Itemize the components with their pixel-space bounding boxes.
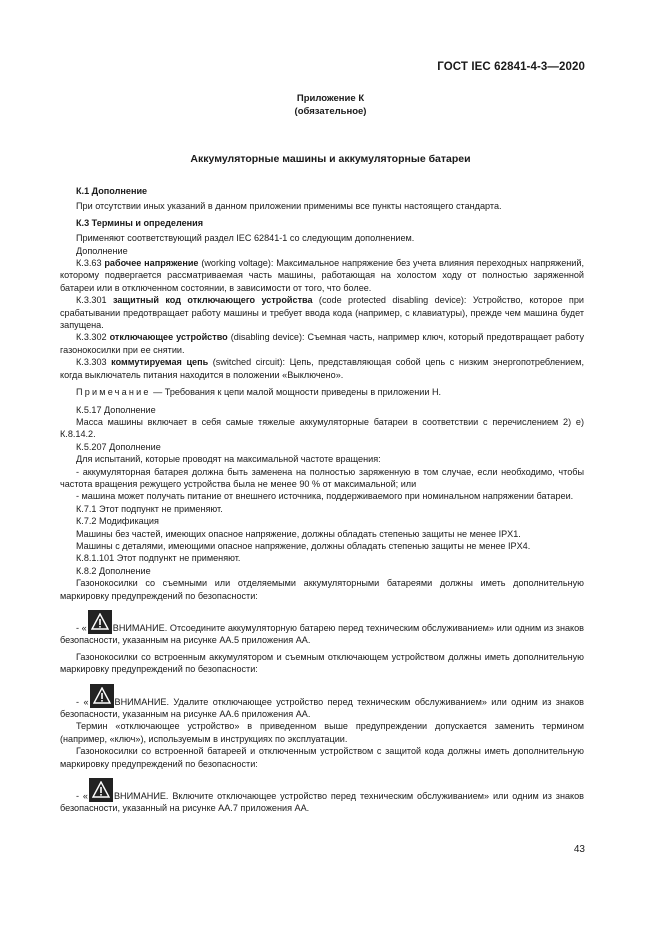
appendix-status: (обязательное) <box>294 106 367 117</box>
clause-k82-para3: Термин «отключающее устройство» в приведенном выше предупреждении допускается заменить термином (например, «ключ»), используемым в инструкциях по эксплуатации. <box>60 721 584 744</box>
section-title: Аккумуляторные машины и аккумуляторные батареи <box>190 153 471 165</box>
warning-text: ВНИМАНИЕ. Удалите отключающее устройство перед техническим обслуживанием» или одним из знаков безопасности, указанным на рисунке АА.6 приложения АА. <box>60 696 584 720</box>
definition-term: отключающее устройство <box>109 332 228 343</box>
definition-number: К.3.63 <box>76 258 105 269</box>
clause-k1-heading: К.1 Дополнение <box>76 186 148 196</box>
warning-triangle-icon <box>90 684 114 708</box>
warning-text: ВНИМАНИЕ. Отсоедините аккумуляторную батарею перед техническим обслуживанием» или одним из знаков безопасности, указанным на рисунке АА.5 приложения АА. <box>60 623 584 646</box>
warning-3 <box>60 778 584 815</box>
definition-text: (code protected disabling device): Устройство, которое при срабатывании предотвращает работу машины и требует ввода кода (например, с клавиатуры), прежде чем машина будет запущена. <box>60 295 584 331</box>
appendix-title <box>0 92 661 118</box>
list-item: - аккумуляторная батарея должна быть заменена на полностью заряженную в том случае, если необходимо, чтобы частота вращения режущего устройства была не менее 90 % от максимальной; или <box>60 466 584 489</box>
definition-k3302 <box>60 331 584 356</box>
warning-1 <box>60 610 584 647</box>
document-body <box>60 182 584 815</box>
note-text: — Требования к цепи малой мощности приведены в приложении Н. <box>150 387 442 398</box>
list-item: - машина может получать питание от внешнего источника, поддерживаемого при номинальном напряжении батареи. <box>76 491 574 502</box>
clause-k82-para1: Газонокосилки со съемными или отделяемыми аккумуляторными батареями должны иметь дополнительную маркировку предупреждений по безопасности: <box>60 578 584 601</box>
clause-k517-heading: К.5.17 Дополнение <box>76 404 156 415</box>
appendix-label: Приложение К <box>296 93 365 104</box>
warning-2 <box>60 684 584 721</box>
standard-code: ГОСТ IEC 62841-4-3—2020 <box>437 61 585 73</box>
warning-triangle-icon <box>88 610 112 634</box>
warning-triangle-icon <box>89 778 113 802</box>
clause-k82-para4: Газонокосилки со встроенной батареей и отключенным устройством с защитой кода должны иметь дополнительную маркировку предупреждений по безопасности: <box>60 746 584 769</box>
warning-prefix: - « <box>76 791 88 802</box>
clause-k517-text: Масса машины включает в себя самые тяжелые аккумуляторные батареи в соответствии с перечислением 2) е) К.8.14.2. <box>60 416 584 440</box>
definition-k363 <box>60 257 584 294</box>
clause-k72-line1: Машины без частей, имеющих опасное напряжение, должны обладать степенью защиты не менее IPX1. <box>76 528 521 539</box>
clause-k5207-heading: К.5.207 Дополнение <box>76 441 161 452</box>
clause-k3-addition: Дополнение <box>76 245 128 256</box>
page-number: 43 <box>573 844 585 855</box>
clause-k81101: К.8.1.101 Этот подпункт не применяют. <box>76 553 241 564</box>
definition-text: (switched circuit): Цепь, представляющая собой цепь с низким энергопотреблением, когда выключатель питания находится в положении «Выключено». <box>60 357 585 380</box>
definition-number: К.3.303 <box>76 357 112 368</box>
note-label: Примечание <box>76 387 151 398</box>
definition-term: коммутируемая цепь <box>111 357 209 368</box>
warning-text: ВНИМАНИЕ. Включите отключающее устройство перед техническим обслуживанием» или одним из знаков безопасности, указанный на рисунке АА.7 приложения АА. <box>60 791 584 814</box>
warning-prefix: - « <box>76 696 89 707</box>
warning-prefix: - « <box>76 623 87 633</box>
clause-k82-heading: К.8.2 Дополнение <box>76 565 151 576</box>
definition-term: рабочее напряжение <box>104 258 199 269</box>
clause-k71: К.7.1 Этот подпункт не применяют. <box>76 503 223 514</box>
clause-k1-text: При отсутствии иных указаний в данном приложении применимы все пункты настоящего стандарта. <box>76 201 502 212</box>
definition-k3301 <box>60 294 584 331</box>
clause-k72-line2: Машины с деталями, имеющими опасное напряжение, должны обладать степенью защиты не менее IPX4. <box>76 540 531 551</box>
note <box>60 386 584 398</box>
clause-k5207-intro: Для испытаний, которые проводят на максимальной частоте вращения: <box>76 454 381 465</box>
definition-number: К.3.302 <box>76 332 110 343</box>
clause-k3-heading: К.3 Термины и определения <box>76 217 204 228</box>
definition-text: (working voltage): Максимальное напряжение без учета влияния переходных напряжений, которому подвергается рассматриваемая часть машины, работающая на холостом ходу от полностью заряженной батареи или в отключенном состоянии, в зависимости от того, что более. <box>60 258 584 293</box>
clause-k82-para2: Газонокосилки со встроенным аккумулятором и съемным отключающем устройством должны иметь дополнительную маркировку предупреждений по безопасности: <box>60 651 584 675</box>
definition-term: защитный код отключающего устройства <box>112 295 313 306</box>
clause-k3-intro: Применяют соответствующий раздел IEC 62841-1 со следующим дополнением. <box>76 233 415 244</box>
clause-k72-heading: К.7.2 Модификация <box>76 516 159 527</box>
definition-k3303 <box>60 356 584 381</box>
definition-number: К.3.301 <box>76 295 113 306</box>
definition-text: (disabling device): Съемная часть, например ключ, который предотвращает работу газонокосилки при ее снятии. <box>60 332 584 355</box>
